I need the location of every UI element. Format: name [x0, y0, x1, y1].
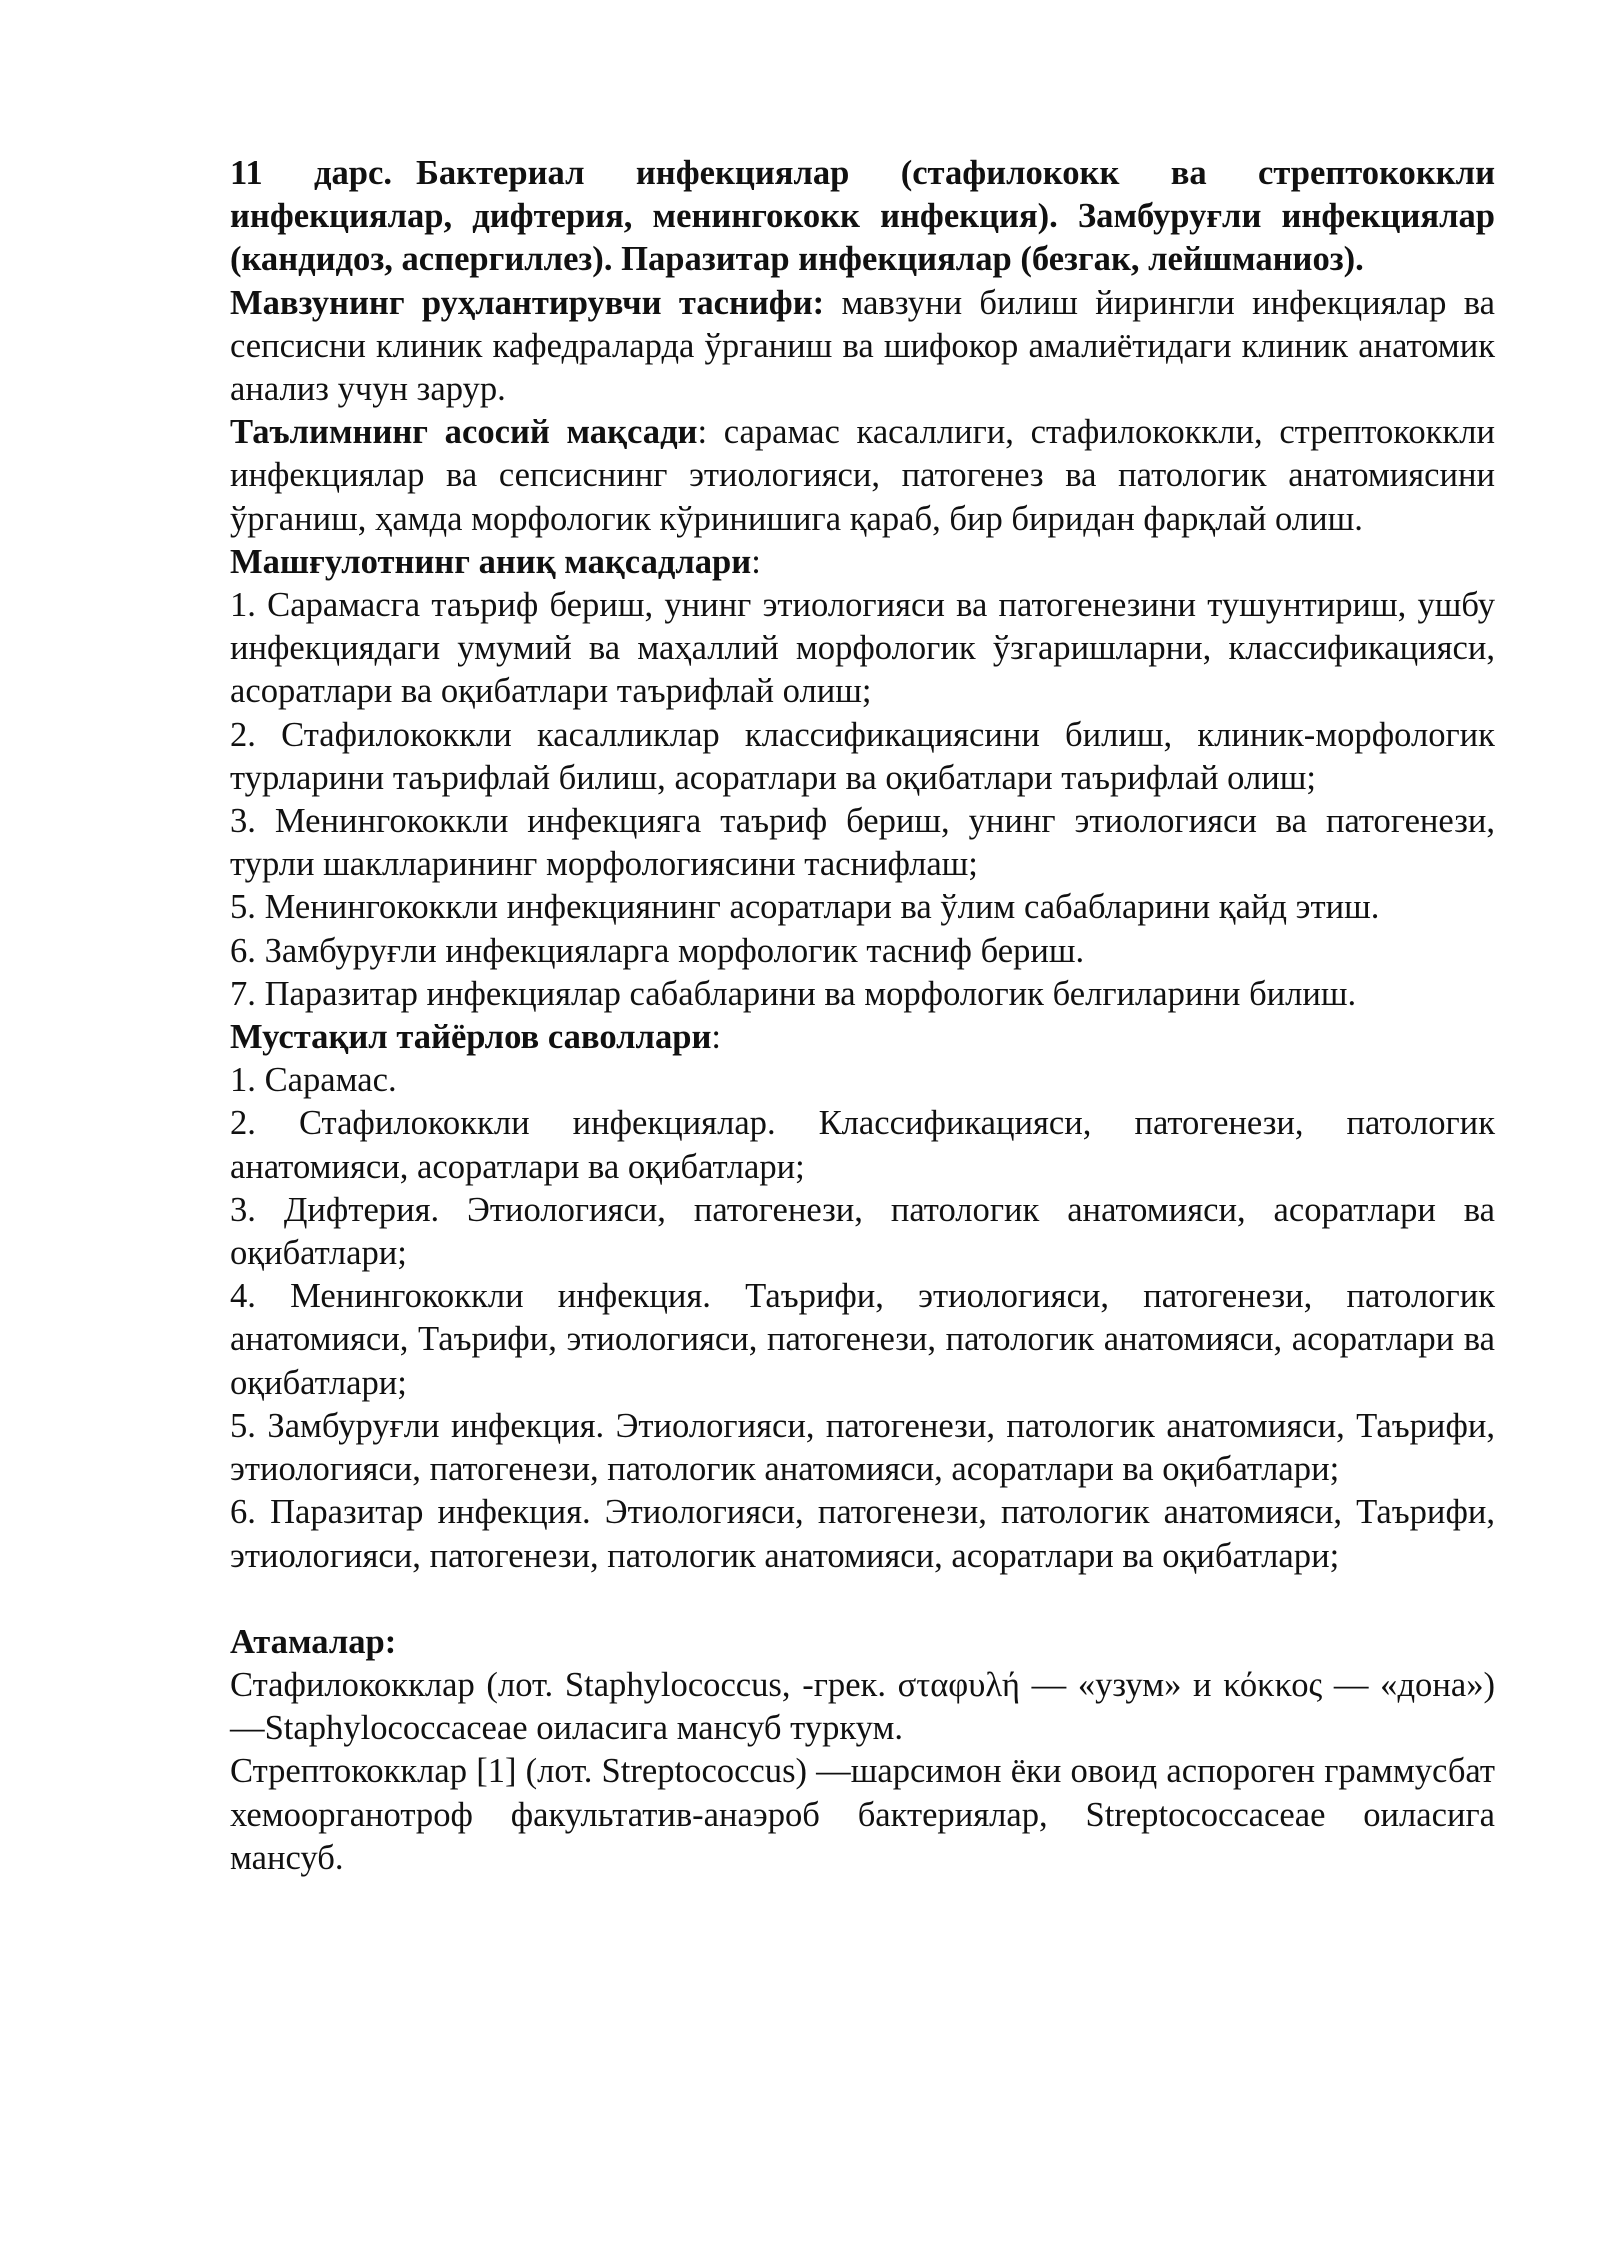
questions-label: Мустақил тайёрлов саволлари [230, 1018, 712, 1057]
objective-item: 3. Менингококкли инфекцияга таъриф бериш, унинг этиологияси ва патогенези, турли шаклларининг морфологиясини таснифлаш; [230, 802, 1495, 884]
goal-label: Таълимнинг асосий мақсади [230, 413, 698, 452]
goal-paragraph [230, 411, 1495, 541]
motivation-label: Мавзунинг руҳлантирувчи таснифи: [230, 283, 825, 322]
lesson-number: 11 дарс. [230, 154, 392, 192]
question-item: 6. Паразитар инфекция. Этиологияси, патогенези, патологик анатомияси, Таърифи, этиологияси, патогенези, патологик анатомияси, асоратлари ва оқибатлари; [230, 1493, 1495, 1575]
question-item: 1. Сарамас. [230, 1061, 397, 1100]
goal-text: : сарамас касаллиги, стафилококкли, стрептококкли инфекциялар ва сепсиснинг этиологияси, патогенез ва патологик анатомиясини ўрганиш, ҳамда морфологик кўринишига қараб, бир биридан фарқлай олиш. [230, 413, 1495, 538]
blank-line [230, 1578, 1495, 1621]
objective-item: 5. Менингококкли инфекциянинг асоратлари ва ўлим сабабларини қайд этиш. [230, 888, 1380, 927]
objective-item: 2. Стафилококкли касалликлар классификациясини билиш, клиник-морфологик турларини таърифлай билиш, асоратлари ва оқибатлари таърифлай олиш; [230, 715, 1495, 797]
questions-heading [230, 1016, 1495, 1059]
objective-item: 7. Паразитар инфекциялар сабабларини ва морфологик белгиларини билиш. [230, 974, 1357, 1013]
question-item: 3. Дифтерия. Этиологияси, патогенези, патологик анатомияси, асоратлари ва оқибатлари; [230, 1190, 1495, 1273]
terms-heading: Атамалар: [230, 1622, 397, 1661]
questions-colon: : [711, 1018, 722, 1057]
term-item: Стрептококклар [1] (лот. Streptococcus) —шарсимон ёки овоид аспороген граммусбат хемоорганотроф факультатив-анаэроб бактериялар, Streptococcaceae оиласига мансуб. [230, 1752, 1495, 1877]
objective-item: 1. Сарамасга таъриф бериш, унинг этиологияси ва патогенезини тушунтириш, ушбу инфекциядаги умумий ва маҳаллий морфологик ўзгаришларни, классификацияси, асоратлари ва оқибатлари таърифлай олиш; [230, 586, 1495, 711]
question-item: 2. Стафилококкли инфекциялар. Классификацияси, патогенези, патологик анатомияси, асоратлари ва оқибатлари; [230, 1104, 1495, 1186]
question-item: 4. Менингококкли инфекция. Таърифи, этиологияси, патогенези, патологик анатомияси, Таърифи, этиологияси, патогенези, патологик анатомияси, асоратлари ва оқибатлари; [230, 1277, 1495, 1402]
lesson-title [230, 152, 1495, 282]
lesson-title-text: Бактериал инфекциялар (стафилококк ва стрептококкли инфекциялар, дифтерия, менингококк инфекция). Замбуруғли инфекциялар (кандидоз, аспергиллез). Паразитар инфекциялар (безгак, лейшманиоз). [230, 154, 1495, 279]
question-item: 5. Замбуруғли инфекция. Этиологияси, патогенези, патологик анатомияси, Таърифи, этиологияси, патогенези, патологик анатомияси, асоратлари ва оқибатлари; [230, 1406, 1495, 1489]
objectives-colon: : [751, 542, 761, 581]
term-item: Стафилококклар (лот. Staphylococcus, -грек. σταφυλή — «узум» и κόκκος — «дона») —Staphylococcaceae оиласига мансуб туркум. [230, 1665, 1495, 1748]
motivation-text: мавзуни билиш йирингли инфекциялар ва сепсисни клиник кафедраларда ўрганиш ва шифокор амалиётидаги клиник анатомик анализ учун зарур. [230, 283, 1495, 409]
motivation-paragraph [230, 282, 1495, 412]
objectives-label: Машғулотнинг аниқ мақсадлари [230, 542, 752, 581]
objectives-heading [230, 541, 1495, 584]
objective-item: 6. Замбуруғли инфекцияларга морфологик тасниф бериш. [230, 931, 1085, 970]
